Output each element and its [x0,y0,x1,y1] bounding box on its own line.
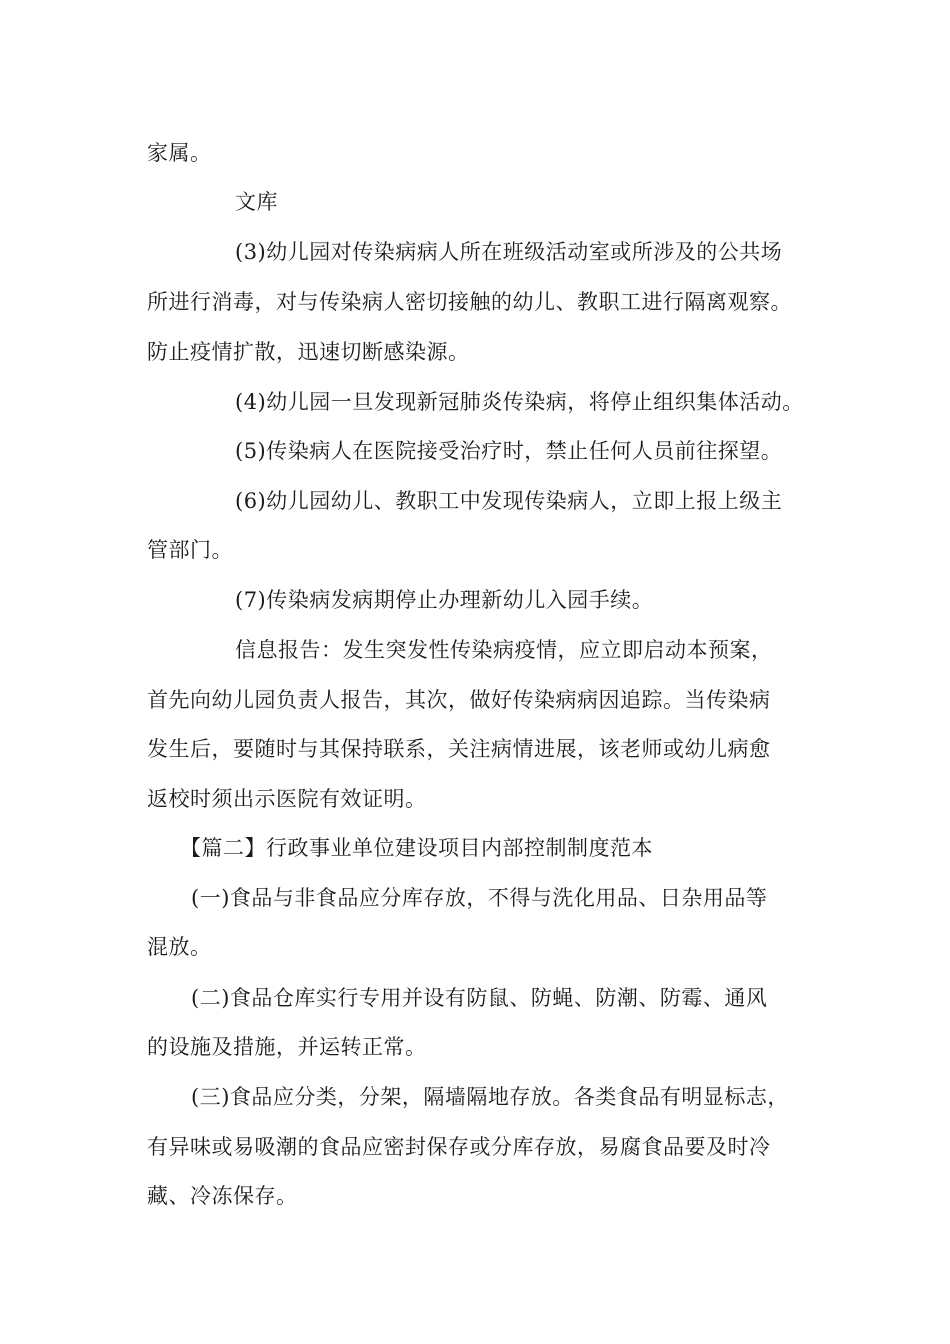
text-line: (5)传染病人在医院接受治疗时，禁止任何人员前往探望。 [235,439,783,463]
text-line: 所进行消毒，对与传染病人密切接触的幼儿、教职工进行隔离观察。 [147,290,792,314]
text-line: (三)食品应分类，分架，隔墙隔地存放。各类食品有明显标志， [191,1085,789,1109]
text-line: (4)幼儿园一旦发现新冠肺炎传染病，将停止组织集体活动。 [235,390,804,414]
text-line: 防止疫情扩散，迅速切断感染源。 [147,340,470,364]
text-line: 首先向幼儿园负责人报告，其次，做好传染病病因追踪。当传染病 [147,688,771,712]
text-line: 发生后，要随时与其保持联系，关注病情进展，该老师或幼儿病愈 [147,737,771,761]
text-line: (一)食品与非食品应分库存放，不得与洗化用品、日杂用品等 [191,886,768,910]
text-line: 的设施及措施，并运转正常。 [147,1035,427,1059]
text-line: (6)幼儿园幼儿、教职工中发现传染病人，立即上报上级主 [235,489,783,513]
text-line: 藏、冷冻保存。 [147,1184,298,1208]
text-line: 混放。 [147,935,212,959]
text-line: (7)传染病发病期停止办理新幼儿入园手续。 [235,588,654,612]
text-line: 家属。 [147,141,212,165]
text-line: 信息报告：发生突发性传染病疫情，应立即启动本预案， [235,638,773,662]
text-line: 管部门。 [147,538,233,562]
section-heading: 【篇二】行政事业单位建设项目内部控制制度范本 [180,836,653,860]
text-line: 返校时须出示医院有效证明。 [147,787,427,811]
text-line: 有异味或易吸潮的食品应密封保存或分库存放，易腐食品要及时冷 [147,1135,771,1159]
text-line: (3)幼儿园对传染病病人所在班级活动室或所涉及的公共场 [235,240,783,264]
text-line: 文库 [235,190,278,214]
text-line: (二)食品仓库实行专用并设有防鼠、防蝇、防潮、防霉、通风 [191,986,768,1010]
